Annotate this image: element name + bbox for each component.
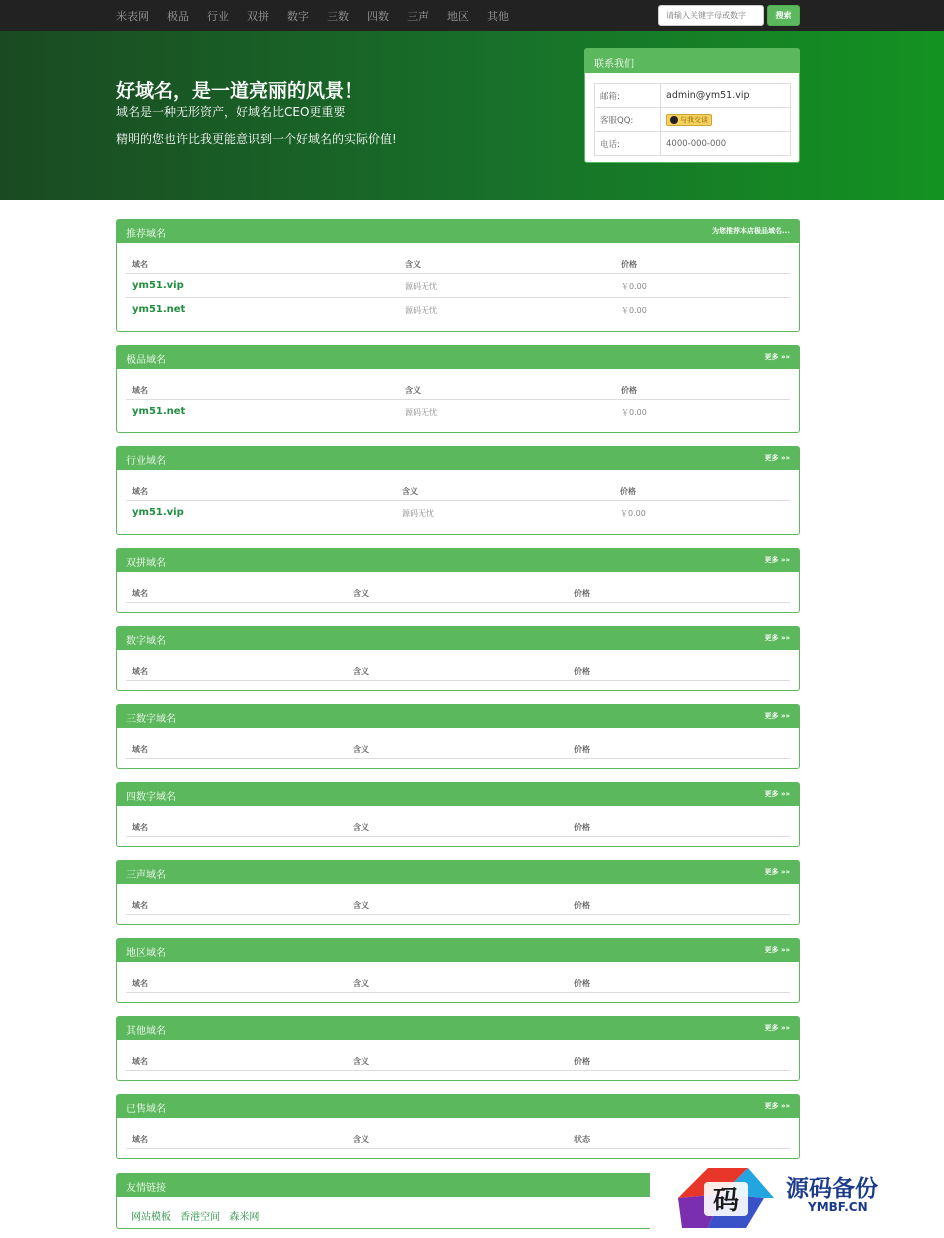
search-input[interactable] xyxy=(658,5,764,26)
nav-item-sanshu[interactable]: 三数 xyxy=(327,9,349,23)
col-price: 价格 xyxy=(574,901,590,910)
col-price: 价格 xyxy=(621,386,637,395)
more-link[interactable]: 更多 »» xyxy=(764,556,790,564)
panel-title xyxy=(117,783,799,806)
col-meaning: 含义 xyxy=(353,1135,369,1144)
table-header xyxy=(126,479,790,501)
more-link[interactable]: 更多 »» xyxy=(764,790,790,798)
nav-item-shuzi[interactable]: 数字 xyxy=(287,9,309,23)
panel-premium xyxy=(116,345,800,433)
col-meaning: 含义 xyxy=(405,260,421,269)
panel-four-digit xyxy=(116,782,800,847)
more-link[interactable]: 更多 »» xyxy=(764,868,790,876)
table-row xyxy=(126,400,790,424)
panel-three-tone xyxy=(116,860,800,925)
col-meaning: 含义 xyxy=(353,667,369,676)
more-link[interactable]: 更多 »» xyxy=(764,1024,790,1032)
panel-title-text: 四数字域名 xyxy=(126,792,176,803)
email-value: admin@ym51.vip xyxy=(661,84,791,108)
watermark-text: 源码备份 xyxy=(786,1176,878,1202)
col-meaning: 含义 xyxy=(353,823,369,832)
panel-title-text: 三数字域名 xyxy=(126,714,176,725)
col-name: 域名 xyxy=(132,667,148,676)
more-link[interactable]: 更多 »» xyxy=(764,454,790,462)
panel-title xyxy=(117,220,799,243)
domain-link[interactable]: ym51.vip xyxy=(132,280,184,291)
domain-table xyxy=(126,893,790,915)
table-header xyxy=(126,581,790,603)
domain-meaning: 源码无忧 xyxy=(402,509,434,518)
panel-title xyxy=(117,939,799,962)
col-name: 域名 xyxy=(132,1135,148,1144)
table-header xyxy=(126,893,790,915)
panel-three-digit xyxy=(116,704,800,769)
top-navbar xyxy=(0,0,944,31)
col-name: 域名 xyxy=(132,260,148,269)
col-name: 域名 xyxy=(132,901,148,910)
panel-shuangpin xyxy=(116,548,800,613)
domain-price: ￥0.00 xyxy=(621,282,647,291)
domain-table xyxy=(126,659,790,681)
friend-link[interactable]: 网站模板 xyxy=(131,1212,171,1223)
table-header xyxy=(126,659,790,681)
contact-title: 联系我们 xyxy=(585,49,799,73)
qq-chat-label: 与我交谈 xyxy=(680,115,708,124)
col-price: 价格 xyxy=(621,260,637,269)
search-button[interactable]: 搜索 xyxy=(767,5,800,26)
domain-price: ￥0.00 xyxy=(620,509,646,518)
more-link[interactable]: 更多 »» xyxy=(764,712,790,720)
domain-price: ￥0.00 xyxy=(621,306,647,315)
panel-title xyxy=(117,705,799,728)
panel-recommended xyxy=(116,219,800,332)
more-link[interactable]: 更多 »» xyxy=(764,1102,790,1110)
qq-chat-button[interactable] xyxy=(666,114,712,126)
domain-table xyxy=(126,737,790,759)
domain-meaning: 源码无忧 xyxy=(405,306,437,315)
panel-title-text: 地区域名 xyxy=(126,948,166,959)
hero-subtitle-2: 精明的您也许比我更能意识到一个好域名的实际价值! xyxy=(116,132,397,146)
email-label: 邮箱: xyxy=(595,84,661,108)
col-price: 价格 xyxy=(574,667,590,676)
panel-title xyxy=(117,447,799,470)
hero-title: 好域名，是一道亮丽的风景！ xyxy=(116,80,364,102)
panel-title xyxy=(117,627,799,650)
domain-meaning: 源码无忧 xyxy=(405,282,437,291)
watermark-glyph: 码 xyxy=(712,1186,740,1216)
col-name: 域名 xyxy=(132,589,148,598)
phone-label: 电话: xyxy=(595,132,661,156)
panel-region xyxy=(116,938,800,1003)
nav-item-qita[interactable]: 其他 xyxy=(487,9,509,23)
col-meaning: 含义 xyxy=(353,745,369,754)
table-header xyxy=(126,1049,790,1071)
panel-title-text: 双拼域名 xyxy=(126,558,166,569)
table-header xyxy=(126,378,790,400)
panel-title-text: 已售域名 xyxy=(126,1104,166,1115)
domain-link[interactable]: ym51.vip xyxy=(132,507,184,518)
table-header xyxy=(126,815,790,837)
panel-sold xyxy=(116,1094,800,1159)
table-header xyxy=(126,737,790,759)
col-price: 价格 xyxy=(574,745,590,754)
panel-title-text: 其他域名 xyxy=(126,1026,166,1037)
col-price: 价格 xyxy=(574,1057,590,1066)
col-meaning: 含义 xyxy=(353,979,369,988)
col-name: 域名 xyxy=(132,487,148,496)
col-name: 域名 xyxy=(132,1057,148,1066)
contact-panel xyxy=(584,48,800,163)
table-row xyxy=(126,501,790,525)
col-meaning: 含义 xyxy=(402,487,418,496)
col-price: 价格 xyxy=(574,589,590,598)
more-link[interactable]: 更多 »» xyxy=(764,946,790,954)
col-meaning: 含义 xyxy=(353,901,369,910)
penguin-icon xyxy=(670,116,678,124)
col-name: 域名 xyxy=(132,979,148,988)
domain-table xyxy=(126,252,790,322)
panel-title xyxy=(117,346,799,369)
panel-title-text: 友情链接 xyxy=(126,1183,166,1194)
more-link[interactable]: 为您推荐本店极品域名... xyxy=(712,227,790,235)
domain-link[interactable]: ym51.net xyxy=(132,406,186,417)
panel-title-text: 行业域名 xyxy=(126,456,166,467)
panel-title xyxy=(117,861,799,884)
domain-meaning: 源码无忧 xyxy=(405,408,437,417)
domain-table xyxy=(126,971,790,993)
hero-subtitle: 域名是一种无形资产，好域名比CEO更重要 xyxy=(116,105,346,119)
col-meaning: 含义 xyxy=(353,589,369,598)
col-meaning: 含义 xyxy=(405,386,421,395)
table-header xyxy=(126,1127,790,1149)
domain-link[interactable]: ym51.net xyxy=(132,304,186,315)
nav-item-diqu[interactable]: 地区 xyxy=(447,9,469,23)
more-link[interactable]: 更多 »» xyxy=(764,353,790,361)
nav-item-sansheng[interactable]: 三声 xyxy=(407,9,429,23)
col-status: 状态 xyxy=(574,1135,590,1144)
panel-industry xyxy=(116,446,800,535)
col-name: 域名 xyxy=(132,386,148,395)
watermark-sub: YMBF.CN xyxy=(808,1200,868,1214)
panel-title-text: 三声域名 xyxy=(126,870,166,881)
panel-number xyxy=(116,626,800,691)
col-price: 价格 xyxy=(574,979,590,988)
watermark xyxy=(650,1160,944,1238)
nav-links xyxy=(116,0,527,31)
col-price: 价格 xyxy=(574,823,590,832)
domain-table xyxy=(126,479,790,525)
watermark-logo-icon xyxy=(668,1164,778,1232)
panel-title xyxy=(117,1095,799,1118)
col-name: 域名 xyxy=(132,745,148,754)
panel-title-text: 推荐域名 xyxy=(126,229,166,240)
nav-item-sishu[interactable]: 四数 xyxy=(367,9,389,23)
panel-title-text: 数字域名 xyxy=(126,636,166,647)
domain-price: ￥0.00 xyxy=(621,408,647,417)
domain-table xyxy=(126,1127,790,1149)
friend-link[interactable]: 香港空间 xyxy=(180,1212,221,1223)
domain-table xyxy=(126,378,790,424)
domain-table xyxy=(126,1049,790,1071)
phone-value: 4000-000-000 xyxy=(661,132,791,156)
more-link[interactable]: 更多 »» xyxy=(764,634,790,642)
panel-title xyxy=(117,549,799,572)
qq-label: 客服QQ: xyxy=(595,108,661,132)
nav-item-hangye[interactable]: 行业 xyxy=(207,9,229,23)
col-price: 价格 xyxy=(620,487,636,496)
friend-link[interactable]: 森米网 xyxy=(229,1212,260,1223)
table-row xyxy=(126,298,790,322)
panel-title-text: 极品域名 xyxy=(126,355,166,366)
domain-table xyxy=(126,581,790,603)
hero-banner xyxy=(0,31,944,200)
table-header xyxy=(126,252,790,274)
nav-brand-link[interactable]: 米表网 xyxy=(116,9,149,23)
table-header xyxy=(126,971,790,993)
col-name: 域名 xyxy=(132,823,148,832)
nav-item-shuangpin[interactable]: 双拼 xyxy=(247,9,269,23)
nav-item-jipin[interactable]: 极品 xyxy=(167,9,189,23)
friend-links-list xyxy=(131,1208,265,1223)
panel-other xyxy=(116,1016,800,1081)
table-row xyxy=(126,274,790,298)
contact-table xyxy=(594,83,791,156)
col-meaning: 含义 xyxy=(353,1057,369,1066)
domain-table xyxy=(126,815,790,837)
panel-title xyxy=(117,1017,799,1040)
